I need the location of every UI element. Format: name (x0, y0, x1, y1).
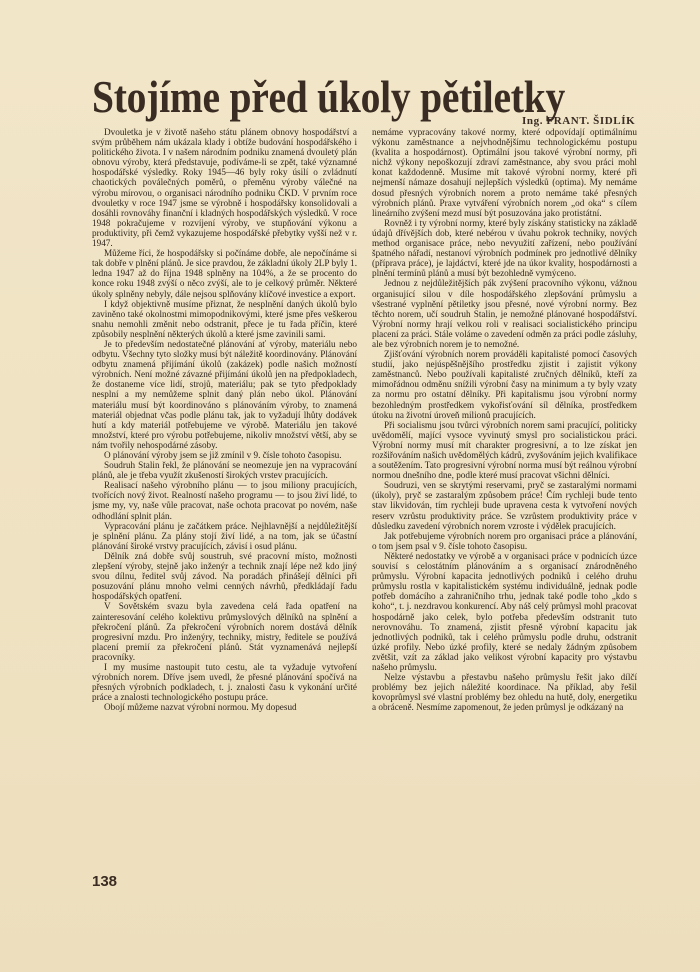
paragraph: V Sovětském svazu byla zavedena celá řada opatření na zainteresování celého kolektivu průmyslových dělníků na splnění a překročení plánů. Za překročení výrobních norem dostává dělník progresivní mzdu. Pro inženýry, techniky, mistry, ředitele se používá placení premií za překročení plánů. Stát vyznamenává nejlepší pracovníky. (92, 601, 357, 662)
paragraph: Realisací našeho výrobního plánu — to jsou miliony pracujících, tvořících nový život. Realností našeho programu — to jsou živí lidé, to jsme my, vy, naše vůle pracovat, naše ochota pracovat po novém, naše odhodlání splnit plán. (92, 480, 357, 521)
paragraph: Můžeme říci, že hospodářsky si počínáme dobře, ale nepočínáme si tak dobře v plnění plánů. Je sice pravdou, že základní úkoly 2LP byly 1. ledna 1947 až do října 1948 splněny na 104%, a že se procento do konce roku 1948 zvýší o něco zvýší, ale to je celkový průměr. Některé úkoly splněny nebyly, dále nejsou splňovány klíčové investice a export. (92, 248, 357, 299)
paragraph: Soudruzi, ven se skrytými reservami, pryč se zastaralými normami (úkoly), pryč se zastaralým způsobem práce! Čím rychleji bude tento stav likvidován, tím rychleji bude upravena cesta k vytvoření nových reserv vzrůstu produktivity práce. Se vzrůstem produktivity práce v důsledku zavedení výrobních norem vzroste i výdělek pracujících. (372, 480, 637, 531)
paragraph: I my musíme nastoupit tuto cestu, ale ta vyžaduje vytvoření výrobních norem. Dříve jsem uvedl, že přesné plánování spočívá na přesných výrobních podkladech, t. j. znalosti času k vykonání určité práce a znalosti technologického postupu práce. (92, 661, 357, 703)
paragraph: I když objektivně musíme přiznat, že nesplnění daných úkolů bylo zaviněno také okolnostmi mimopodnikovými, které jsme přes veškerou snahu nemohli změnit nebo odstranit, přece je tu řada příčin, které způsobily nesplnění některých úkolů a které jsme zavinili sami. (92, 298, 357, 339)
paragraph: Jak potřebujeme výrobních norem pro organisaci práce a plánování, o tom jsem psal v 9. čísle tohoto časopisu. (372, 530, 637, 551)
paragraph: O plánování výroby jsem se již zmínil v 9. čísle tohoto časopisu. (104, 450, 342, 460)
paragraph: Jednou z nejdůležitějších pák zvýšení pracovního výkonu, vážnou organisující silou v díle hospodářského zlepšování průmyslu a všestrané vyplnění pětiletky jsou přesné, nové výrobní normy. Bez těchto norem, učí soudruh Stalin, je nemožné plánované hospodářství. Výrobní normy hrají velkou roli v realisaci socialistického principu placení za práci. Stále voláme o zavedení odměn za práci podle zásluhy, ale bez výrobních norem je to nemožné. (372, 278, 637, 349)
paragraph: nemáme vypracovány takové normy, které odpovídají optimálnímu výkonu zaměstnance a nejvhodnějšímu technologickému postupu (kvalita a hospodárnost). Optimální jsou takové výrobní normy, při nichž výkony nepoškozují zdraví zaměstnance, aby svou práci mohl konat každodenně. Musíme mít takové výrobní normy, které při nejmenší námaze dosahují nejlepších výsledků (optima). My nemáme dosud přesných výrobních norem a proto nemáme také přesných výrobních plánů. Praxe vytváření výrobních norem „od oka“ s cílem lineárního zvýšení mezd musí být posuzována jako protistátní. (372, 127, 637, 218)
page-number: 138 (92, 873, 118, 890)
article-author: Ing. FRANT. ŠIDLÍK (522, 115, 636, 127)
paragraph: Některé nedostatky ve výrobě a v organisaci práce v podnicích úzce souvisí s celostátním plánováním a s organisací znárodněného průmyslu. Výrobní kapacita jednotlivých podniků i celého druhu průmyslu rostla v kapitalistickém systému individuálně, jednak podle potřeb domácího a zahraničního trhu, jednak také podle toho „kdo s koho“, t. j. nezdravou konkurencí. Aby náš celý průmysl mohl pracovat hospodárně jako celek, bylo potřeba především odstranit tuto nerovnováhu. To znamená, zjistit přesně výrobní kapacitu jak jednotlivých podniků, tak i celého průmyslu podle druhu, odstranit úzké profily. Nebo úzké profily, které se nedaly žádným způsobem zvětšit, vzít za základ jako velikost výrobní kapacity pro výstavbu našeho průmyslu. (372, 550, 637, 672)
paragraph: Je to především nedostatečné plánování ať výroby, materiálu nebo odbytu. Všechny tyto složky musí být náležitě koordinovány. Plánování odbytu znamená přijímání úkolů (zakázek) podle našich možností výrobních. Není možné závazné přijímání úkolů jen na předpokladech, že dostaneme více lidí, strojů, materiálu; pak se tyto předpoklady nesplní a my nemůžeme splnit daný plán nebo úkol. Plánování materiálu musí být koordinováno s plánováním výroby, to znamená materiál objednat včas podle plánu tak, jak to vyžadují lhůty dodávek hutí a kdy materiál potřebujeme ve výrobě. Materiálu jen takové množství, které pro výrobu potřebujeme, nikoliv množství větší, aby se nám tvořily nehospodárné zásoby. (92, 338, 357, 450)
paragraph: Dvouletka je v životě našeho státu plánem obnovy hospodářství a svým průběhem nám ukázala klady i obtíže budování hospodářského i politického života. I v našem národním podniku znamená dvouletý plán obnovu výroby, která představuje, podíváme-li se zpět, také významné hospodářské výsledky. Roky 1945—46 byly roky úsilí o zvládnutí chaotických poválečných poměrů, o přeměnu výroby válečné na výrobu mírovou, o organisaci národního podniku ČKD. V prvním roce dvouletky v roce 1947 jsme se výrobně i hospodářsky konsolidovali a dosáhli rovnováhy finanční i kladných hospodářských výsledků. V roce 1948 pokračujeme v rozvíjení výroby, ve stupňování výkonu a produktivity, při čemž vykazujeme hospodářské přebytky vyšší než v r. 1947. (92, 127, 357, 249)
left-text-column (92, 127, 357, 862)
paragraph: Dělník zná dobře svůj soustruh, své pracovní místo, možnosti zlepšení výroby, stejně jako inženýr a technik znají lépe než kdo jiný svou dílnu, ředitel svůj závod. Na poradách přinášejí dělníci při posuzování plánu mnoho velmi cenných návrhů, předkládají řadu hospodářských opatření. (92, 550, 357, 602)
paragraph: Rovněž i ty výrobní normy, které byly získány statisticky na základě údajů dřívějších dob, které nebérou v úvahu pokrok techniky, nových method organisace práce, nebo nevyužití zařízení, nebo používání špatného nářadí, nestanoví výrobních podmínek pro jednotlivé dělníky (příprava práce), je lajdáctví, které jde na úkor kvality, hospodárnosti a plnění termínů plánů a musí být bezohledně vymýceno. (372, 217, 637, 279)
paragraph: Vypracování plánu je začátkem práce. Nejhlavnější a nejdůležitější je splnění plánu. Za plány stojí živí lidé, a na tom, jak se účastní plánování široké vrstvy pracujících, závisí i osud plánu. (92, 520, 357, 551)
paragraph: Nelze výstavbu a přestavbu našeho průmyslu řešit jako dílčí problémy bez jejich náležité koordinace. Na příklad, aby řešil kovoprůmysl své vlastní problémy bez ohledu na hutě, doly, energetiku a obráceně. Nesmíme zapomenout, že jeden průmysl je odkázaný na (372, 672, 637, 713)
article-title: Stojíme před úkoly pětiletky (92, 71, 565, 122)
paragraph: Zjišťování výrobních norem prováděli kapitalisté pomocí časových studií, jako nejúspěšnějšího prostředku zjistit i zajistit výkony zaměstnanců. Nebo používali kapitalisté zručných dělníků, kteří za mimořádnou odměnu snížili výrobní časy na minimum a ty byly vzaty za normu pro ostatní dělníky. Při kapitalismu jsou výrobní normy bezohledným prostředkem vykořisťování síl dělníka, prostředkem útoku na životní úroveň milionů pracujících. (372, 349, 637, 420)
paragraph: Soudruh Stalin řekl, že plánování se neomezuje jen na vypracování plánů, ale je třeba využít zkušeností širokých vrstev pracujících. (92, 460, 357, 481)
right-text-column (372, 127, 637, 862)
paragraph: Obojí můžeme nazvat výrobní normou. My dopesud (104, 702, 297, 713)
paragraph: Při socialismu jsou tvůrci výrobních norem sami pracující, politicky uvědomělí, mající vysoce vyvinutý smysl pro socialistickou práci. Výrobní normy musí mít charakter progresivní, a to lze získat jen rozšiřováním našich uvědomělých kádrů, zvyšováním jejich kvalifikace a soutěžením. Tato progresivní výrobní norma musí být reálnou výrobní normou dnešního dne, podle které musí pracovat všichni dělníci. (372, 419, 637, 481)
